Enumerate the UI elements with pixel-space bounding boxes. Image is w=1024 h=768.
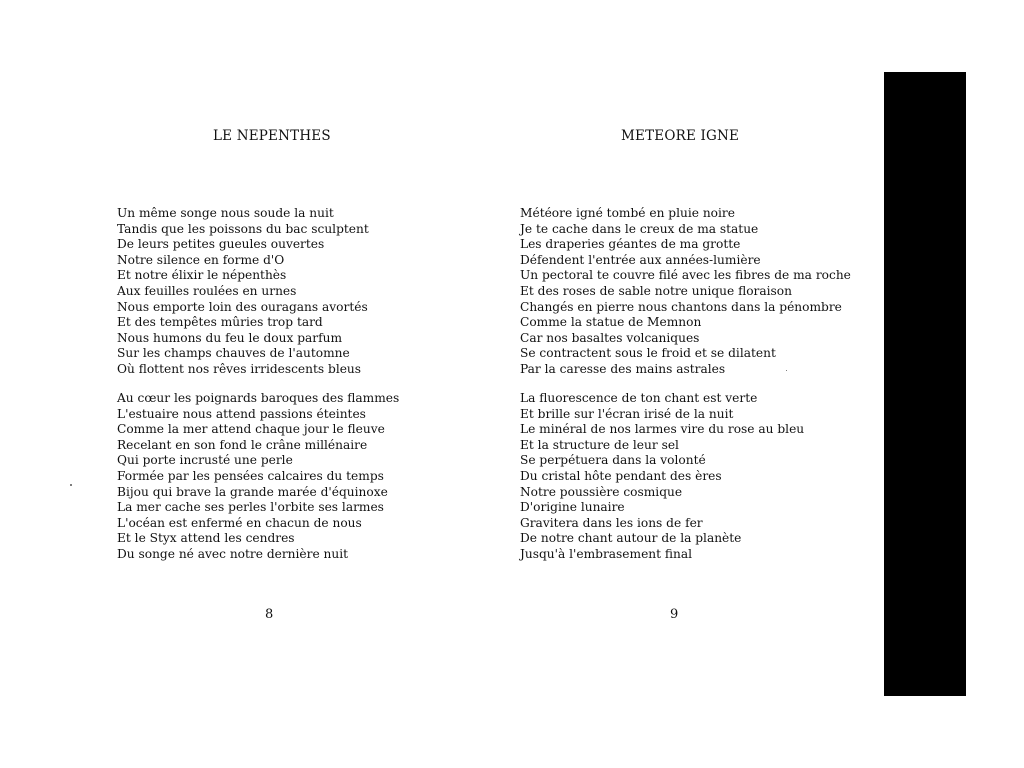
poem-line: Un pectoral te couvre filé avec les fibres de ma roche	[520, 268, 851, 283]
poem-line: Et notre élixir le népenthès	[117, 268, 287, 283]
poem-line: Comme la statue de Memnon	[520, 315, 702, 330]
poem-line: De leurs petites gueules ouvertes	[117, 237, 325, 252]
stanza-1	[117, 206, 369, 378]
poem-line: Formée par les pensées calcaires du temps	[117, 468, 384, 483]
page-number: 9	[670, 607, 679, 622]
poem-line: Et des tempêtes mûries trop tard	[117, 315, 323, 330]
poem-title: LE NEPENTHES	[213, 128, 331, 144]
poem-line: Défendent l'entrée aux années-lumière	[520, 252, 761, 267]
poem-line: Au cœur les poignards baroques des flammes	[117, 391, 400, 405]
poem-line: Et des roses de sable notre unique floraison	[520, 283, 792, 298]
poem-title: METEORE IGNE	[621, 128, 740, 144]
poem-line: Recelant en son fond le crâne millénaire	[117, 437, 368, 452]
poem-line: La mer cache ses perles l'orbite ses larmes	[117, 500, 384, 515]
scan-speck	[70, 484, 72, 486]
left-page	[0, 0, 500, 768]
poem-line: Du songe né avec notre dernière nuit	[117, 546, 349, 561]
poem-line: Les draperies géantes de ma grotte	[520, 237, 741, 252]
poem-line: Se perpétuera dans la volonté	[520, 453, 706, 468]
poem-line: Notre silence en forme d'O	[117, 252, 285, 267]
poem-line: Où flottent nos rêves irridescents bleus	[117, 361, 362, 376]
poem-line: Gravitera dans les ions de fer	[520, 515, 703, 530]
poem-line: La fluorescence de ton chant est verte	[520, 391, 758, 405]
poem-line: Aux feuilles roulées en urnes	[117, 283, 297, 298]
poem-line: Météore igné tombé en pluie noire	[520, 206, 735, 220]
poem-line: Notre poussière cosmique	[520, 484, 683, 499]
poem-line: Comme la mer attend chaque jour le fleuve	[117, 422, 385, 437]
poem-line: Sur les champs chauves de l'automne	[117, 346, 350, 361]
poem-line: D'origine lunaire	[520, 500, 625, 515]
poem-line: Qui porte incrusté une perle	[117, 453, 293, 468]
poem-line: Jusqu'à l'embrasement final	[520, 546, 693, 561]
poem-line: Nous humons du feu le doux parfum	[117, 330, 343, 345]
right-page	[500, 0, 910, 768]
poem-line: Un même songe nous soude la nuit	[117, 206, 334, 220]
poem-line: Changés en pierre nous chantons dans la pénombre	[520, 299, 842, 314]
poem-line: Par la caresse des mains astrales	[520, 361, 726, 376]
page-number: 8	[265, 607, 274, 622]
poem-line: Et brille sur l'écran irisé de la nuit	[520, 406, 734, 421]
poem-line: De notre chant autour de la planète	[520, 531, 742, 546]
scan-black-edge	[884, 72, 966, 696]
poem-line: L'estuaire nous attend passions éteintes	[117, 406, 366, 421]
poem-line: Nous emporte loin des ouragans avortés	[117, 299, 368, 314]
poem-line: Tandis que les poissons du bac sculptent	[117, 221, 369, 236]
poem-line: L'océan est enfermé en chacun de nous	[117, 515, 362, 530]
poem-line: Car nos basaltes volcaniques	[520, 330, 700, 345]
poem-line: Du cristal hôte pendant des ères	[520, 468, 722, 483]
poem-line: Et la structure de leur sel	[520, 437, 679, 452]
stanza-2	[117, 391, 399, 563]
stanza-1	[520, 206, 851, 378]
poem-line: Je te cache dans le creux de ma statue	[520, 221, 759, 236]
scan-speck	[786, 370, 787, 371]
poem-line: Bijou qui brave la grande marée d'équinoxe	[117, 484, 388, 499]
poem-line: Le minéral de nos larmes vire du rose au bleu	[520, 422, 805, 437]
poem-line: Se contractent sous le froid et se dilatent	[520, 346, 776, 361]
stanza-2	[520, 391, 804, 563]
poem-line: Et le Styx attend les cendres	[117, 531, 295, 546]
